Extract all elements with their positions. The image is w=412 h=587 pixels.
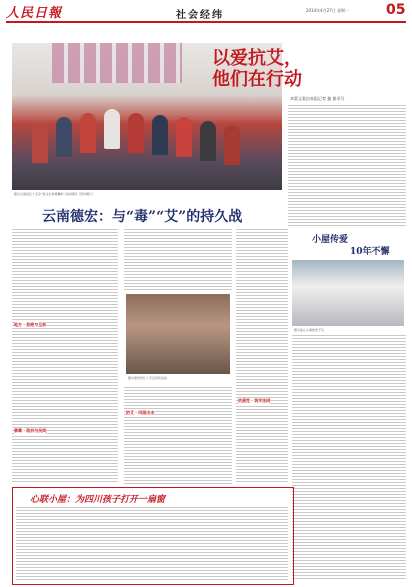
issue-date: 2014年4月27日 星期一 [306, 8, 350, 13]
bottom-headline: 心联小屋：为四川孩子打开一扇窗 [30, 495, 166, 505]
masthead [6, 2, 406, 22]
lead-photo-caption: 图为云南省红十字会“爱让生命更精彩”活动现场（资料图片） [14, 192, 96, 196]
subhead: 地方 · 拒绝与互助 [14, 322, 47, 327]
child-figure [224, 125, 240, 165]
child-figure [56, 117, 72, 157]
main-headline: 云南德宏：与“毒”“艾”的持久战 [42, 209, 243, 225]
child-figure [128, 113, 144, 153]
side-photo-caption: 图为爱心小屋的孩子们 [294, 328, 325, 332]
side-text-column [292, 334, 406, 581]
subhead: 抗爱性 · 筑牢法网 [238, 398, 271, 403]
main-text-column [12, 228, 118, 484]
main-text-column [124, 386, 232, 484]
subhead: 防艾 · 四面出击 [126, 410, 155, 415]
masthead-rule [6, 21, 406, 23]
main-photo-caption: 图为德宏州红十字会宣传活动 [128, 376, 168, 380]
subhead: 禁毒 · 政府与民间 [14, 428, 47, 433]
lead-text-column [288, 104, 406, 228]
newspaper-logo: 人民日報 [6, 6, 63, 21]
page-number: 05 [386, 2, 406, 18]
byline: 本版文案由本报记者 捷 雅采写 [290, 96, 345, 101]
child-figure [176, 117, 192, 157]
side-story-photo [292, 260, 404, 326]
side-headline-part2: 10年不懈 [350, 247, 390, 257]
poster-wall [52, 43, 182, 83]
side-headline-part1: 小屋传爱 [312, 235, 349, 245]
child-figure [152, 115, 168, 155]
child-figure [200, 121, 216, 161]
child-figure [104, 109, 120, 149]
bottom-text-column [16, 506, 288, 580]
child-figure [32, 123, 48, 163]
main-story-photo [126, 294, 230, 374]
section-title: 社会经纬 [176, 10, 224, 21]
lead-headline: 以爱抗艾， 他们在行动 [212, 48, 302, 90]
main-text-column [124, 228, 232, 292]
main-text-column [236, 228, 288, 484]
child-figure [80, 113, 96, 153]
